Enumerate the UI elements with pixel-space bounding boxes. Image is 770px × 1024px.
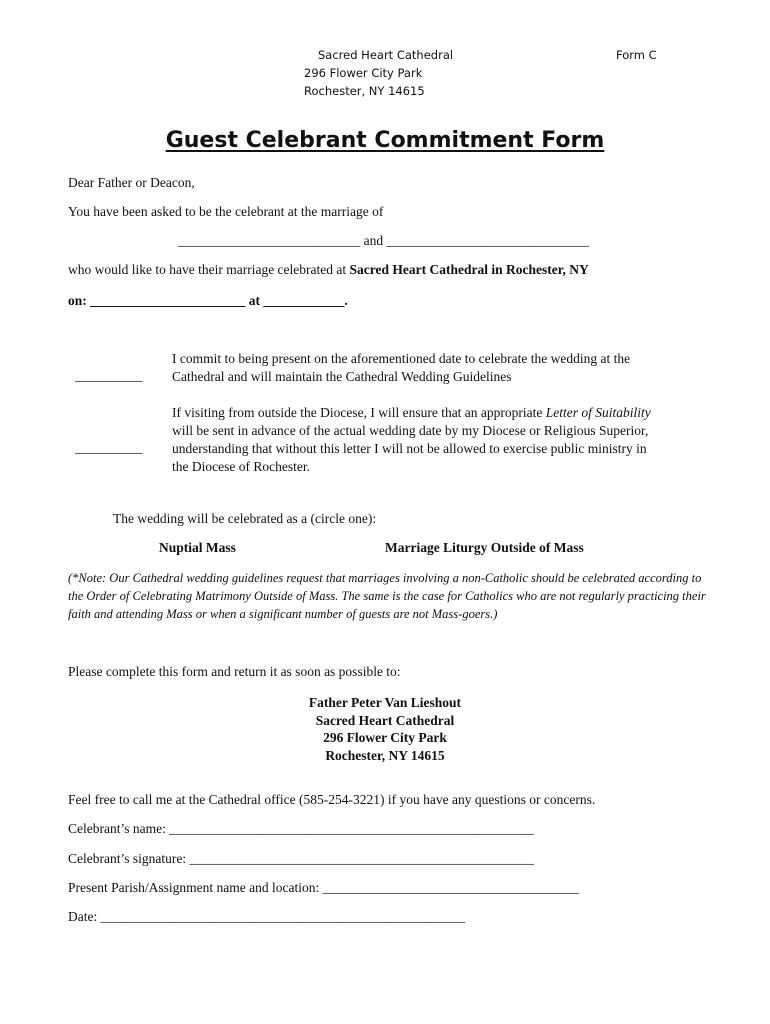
header-street: 296 Flower City Park — [304, 66, 423, 80]
date-field[interactable]: Date: ______________________________________________________ — [68, 909, 466, 924]
celebrant-name-field[interactable]: Celebrant’s name: ______________________________________________________ — [68, 821, 534, 836]
commitment-2-initials-blank[interactable]: __________ — [75, 440, 143, 455]
return-address — [0, 694, 770, 764]
commitment-2-text-start: If visiting from outside the Diocese, I will ensure that an appropriate — [172, 405, 546, 420]
guidelines-note: (*Note: Our Cathedral wedding guidelines request that marriages involving a non-Catholic should be celebrated according to the Order of Celebrating Matrimony Outside of Mass. The same is the case for Catholics who are not regularly practicing their faith and attending Mass or when a significant number of guests are not Mass-goers.) — [68, 571, 706, 621]
return-prompt: Please complete this form and return it as soon as possible to: — [68, 664, 401, 679]
circle-one-prompt: The wedding will be celebrated as a (circle one): — [113, 511, 377, 526]
option-nuptial-mass[interactable]: Nuptial Mass — [159, 540, 236, 555]
date-time-line[interactable]: on: _______________________ at ____________. — [68, 293, 348, 308]
salutation: Dear Father or Deacon, — [68, 175, 195, 190]
option-liturgy-outside-mass[interactable]: Marriage Liturgy Outside of Mass — [385, 540, 584, 555]
letter-of-suitability: Letter of Suitability — [545, 405, 651, 420]
intro-text: You have been asked to be the celebrant at the marriage of — [68, 204, 384, 219]
celebration-prefix: who would like to have their marriage celebrated at — [68, 262, 350, 277]
return-address-city: Rochester, NY 14615 — [325, 747, 445, 763]
header-org-name: Sacred Heart Cathedral — [318, 48, 454, 62]
form-label: Form C — [616, 48, 657, 62]
celebration-place: Sacred Heart Cathedral in Rochester, NY — [349, 262, 589, 277]
celebrant-signature-field[interactable]: Celebrant’s signature: ___________________________________________________ — [68, 851, 534, 866]
return-address-org: Sacred Heart Cathedral — [315, 712, 455, 728]
commitment-2-text-end: will be sent in advance of the actual wedding date by my Diocese or Religious Superior, understanding that without this letter I will not be allowed to exercise public ministry in the Diocese of Rochester. — [172, 423, 649, 474]
commitment-1-initials-blank[interactable]: __________ — [75, 368, 143, 383]
return-address-street: 296 Flower City Park — [323, 730, 447, 745]
commitment-1-text: I commit to being present on the aforementioned date to celebrate the wedding at the Cathedral and will maintain the Cathedral Wedding Guidelines — [172, 351, 631, 384]
couple-names-line[interactable]: ___________________________ and ______________________________ — [178, 233, 589, 248]
page-title: Guest Celebrant Commitment Form — [165, 128, 605, 153]
parish-assignment-field[interactable]: Present Parish/Assignment name and location: ______________________________________ — [68, 880, 580, 895]
contact-line: Feel free to call me at the Cathedral office (585-254-3221) if you have any questions or concerns. — [68, 792, 596, 807]
commitment-2-text — [172, 404, 652, 476]
celebration-location-line — [68, 262, 589, 278]
return-address-name: Father Peter Van Lieshout — [308, 695, 462, 710]
header-city: Rochester, NY 14615 — [304, 84, 425, 98]
